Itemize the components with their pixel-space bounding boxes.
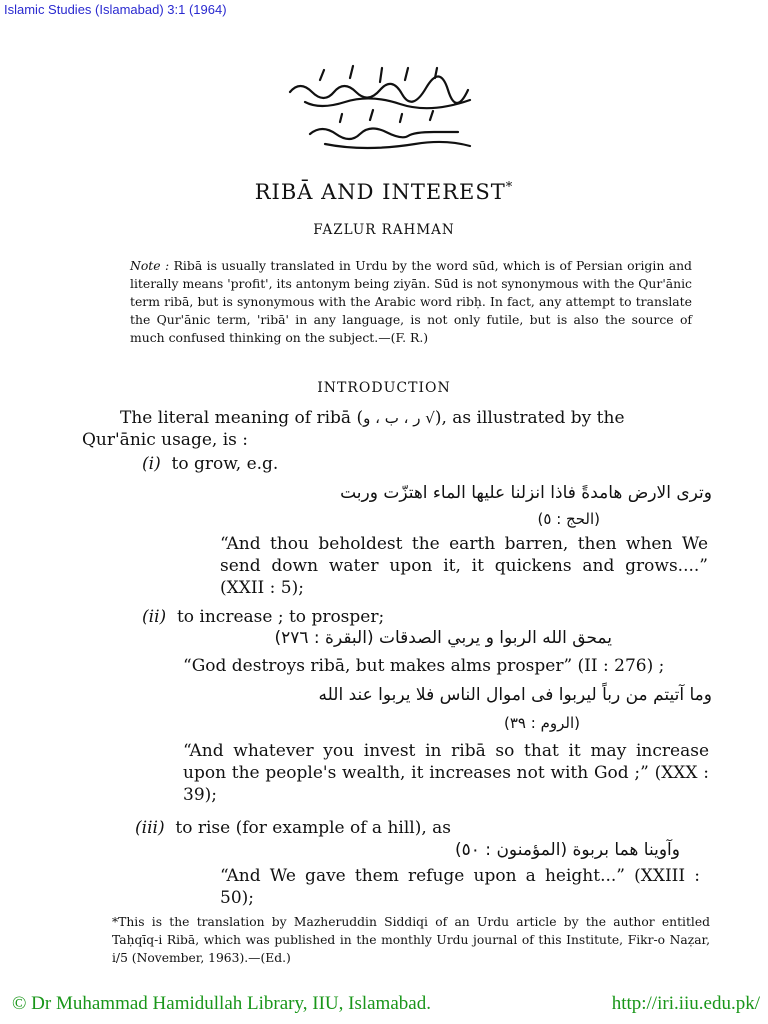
item-label: to increase ; to prosper; — [176, 607, 385, 627]
item-label: to rise (for example of a hill), as — [175, 818, 452, 838]
item-marker: (i) — [142, 454, 161, 474]
list-item-iii — [135, 817, 451, 839]
article-title — [0, 180, 768, 204]
translation-xxx-39: “And whatever you invest in ribā so that it may increase upon the people's wealth, it increases not with God ;” (XXX : 39); — [183, 741, 709, 805]
title-footnote-marker: * — [505, 180, 514, 195]
item-label: to grow, e.g. — [171, 454, 279, 474]
root-letters: ر ، ب ، و √ — [363, 409, 435, 427]
translation-xxii-5: “And thou beholdest the earth barren, then when We send down water upon it, it quickens and grows....” (XXII : 5); — [220, 534, 708, 598]
library-url-link[interactable]: http://iri.iiu.edu.pk/ — [611, 993, 760, 1014]
note-label: Note : — [130, 258, 174, 273]
note-text: Ribā is usually translated in Urdu by the word sūd, which is of Persian origin and literally means 'profit', its antonym being ziyān. Sūd is not synonymous with the Qur'ānic term ribā, but is synonymous with the Arabic word ribḥ. In fact, any attempt to translate the Qur'ānic term, 'ribā' in any language, is not only futile, but is also the source of much confused thinking on the subject.—(F. R.) — [130, 258, 692, 345]
library-credit: © Dr Muhammad Hamidullah Library, IIU, Islamabad. — [12, 993, 431, 1014]
intro-lead-line — [120, 407, 712, 429]
verse-reference-rum: (الروم : ٣٩) — [504, 714, 580, 732]
arabic-verse-rum: وما آتيتم من رباً ليربوا فى اموال الناس فلا يربوا عند الله — [318, 685, 712, 705]
verse-reference-hajj: (الحج : ٥) — [537, 510, 600, 528]
intro-lead-part-2: ), as illustrated by the — [434, 408, 625, 428]
translation-xxiii-50: “And We gave them refuge upon a height...” (XXIII : 50); — [220, 866, 700, 908]
item-marker: (iii) — [135, 818, 165, 838]
author-name: FAZLUR RAHMAN — [313, 222, 455, 238]
source-citation-link[interactable]: Islamic Studies (Islamabad) 3:1 (1964) — [4, 2, 227, 17]
page-footer — [12, 993, 760, 1015]
item-marker: (ii) — [142, 607, 167, 627]
arabic-verse-baqara: يمحق الله الربوا و يربي الصدقات (البقرة : ٢٧٦) — [274, 628, 612, 648]
arabic-verse-muminun: وآوينا هما بربوة (المؤمنون : ٥٠) — [455, 840, 680, 860]
footnote: *This is the translation by Mazheruddin Siddiqi of an Urdu article by the author entitled Taḥqīq-i Ribā, which was published in the monthly Urdu journal of this Institute, Fikr-o Naẓar, i/5 (November, 1963).—(Ed.) — [112, 915, 710, 965]
introduction-heading: INTRODUCTION — [317, 380, 451, 396]
list-item-ii — [142, 606, 384, 628]
translator-note — [130, 257, 692, 347]
intro-lead-part-1: The literal meaning of ribā ( — [120, 408, 364, 428]
intro-lead-continuation: Qur'ānic usage, is : — [82, 430, 248, 450]
title-text: RIBĀ AND INTEREST — [254, 180, 506, 204]
basmala-calligraphy-image — [230, 62, 530, 162]
list-item-i — [142, 453, 278, 475]
arabic-verse-hajj: وترى الارض هامدةً فاذا انزلنا عليها الماء اهتزّت وربت — [340, 483, 712, 503]
translation-ii-276: “God destroys ribā, but makes alms prosper” (II : 276) ; — [183, 656, 665, 676]
